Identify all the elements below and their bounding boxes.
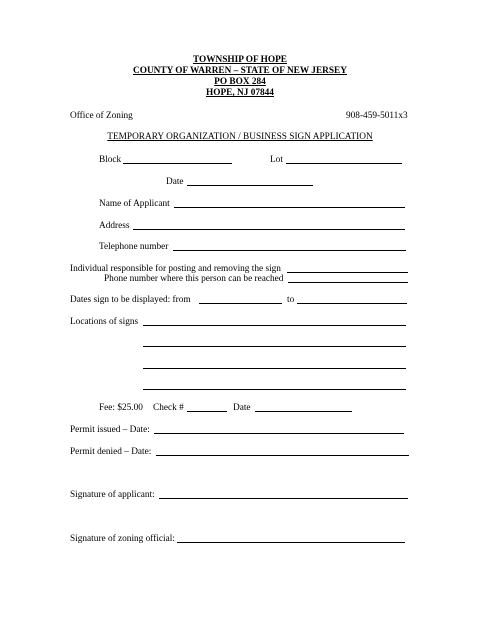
fee-date-label: Date [233, 403, 251, 413]
fee-date-field[interactable] [255, 411, 352, 412]
locations-field-4[interactable] [143, 389, 406, 390]
locations-field-3[interactable] [143, 368, 406, 369]
dates-to-label: to [287, 295, 295, 305]
responsible-label: Individual responsible for posting and removing the sign [70, 264, 281, 274]
applicant-name-label: Name of Applicant [99, 199, 170, 209]
permit-issued-field[interactable] [154, 433, 404, 434]
applicant-name-field[interactable] [174, 207, 405, 208]
official-signature-field[interactable] [177, 542, 405, 543]
dates-from-field[interactable] [199, 303, 282, 304]
address-field[interactable] [133, 229, 405, 230]
date-label: Date [166, 177, 184, 187]
form-title: TEMPORARY ORGANIZATION / BUSINESS SIGN APPLICATION [107, 132, 373, 142]
telephone-field[interactable] [173, 250, 406, 251]
lot-field[interactable] [286, 163, 402, 164]
office-phone: 908-459-5011x3 [346, 111, 408, 121]
fee-label: Fee: $25.00 [99, 403, 143, 413]
permit-denied-field[interactable] [156, 455, 409, 456]
dates-from-label: Dates sign to be displayed: from [70, 295, 191, 305]
official-signature-label: Signature of zoning official: [70, 534, 175, 544]
check-label: Check # [153, 403, 184, 413]
locations-label: Locations of signs [70, 317, 139, 327]
address-label: Address [99, 221, 130, 231]
contact-phone-field[interactable] [288, 282, 408, 283]
locations-field-1[interactable] [143, 325, 406, 326]
office-label: Office of Zoning [70, 111, 133, 121]
permit-denied-label: Permit denied – Date: [70, 447, 152, 457]
check-number-field[interactable] [187, 411, 227, 412]
date-field[interactable] [187, 185, 313, 186]
block-field[interactable] [123, 163, 232, 164]
city-zip: HOPE, NJ 07844 [206, 88, 274, 98]
county-state: COUNTY OF WARREN – STATE OF NEW JERSEY [133, 66, 347, 76]
responsible-field[interactable] [287, 272, 408, 273]
contact-phone-label: Phone number where this person can be reached [104, 274, 284, 284]
telephone-label: Telephone number [99, 242, 169, 252]
township-name: TOWNSHIP OF HOPE [192, 55, 288, 65]
permit-issued-label: Permit issued – Date: [70, 425, 150, 435]
po-box: PO BOX 284 [214, 77, 266, 87]
locations-field-2[interactable] [143, 346, 406, 347]
applicant-signature-field[interactable] [159, 498, 408, 499]
dates-to-field[interactable] [297, 303, 407, 304]
block-label: Block [99, 155, 122, 165]
applicant-signature-label: Signature of applicant: [70, 490, 155, 500]
lot-label: Lot [270, 155, 283, 165]
